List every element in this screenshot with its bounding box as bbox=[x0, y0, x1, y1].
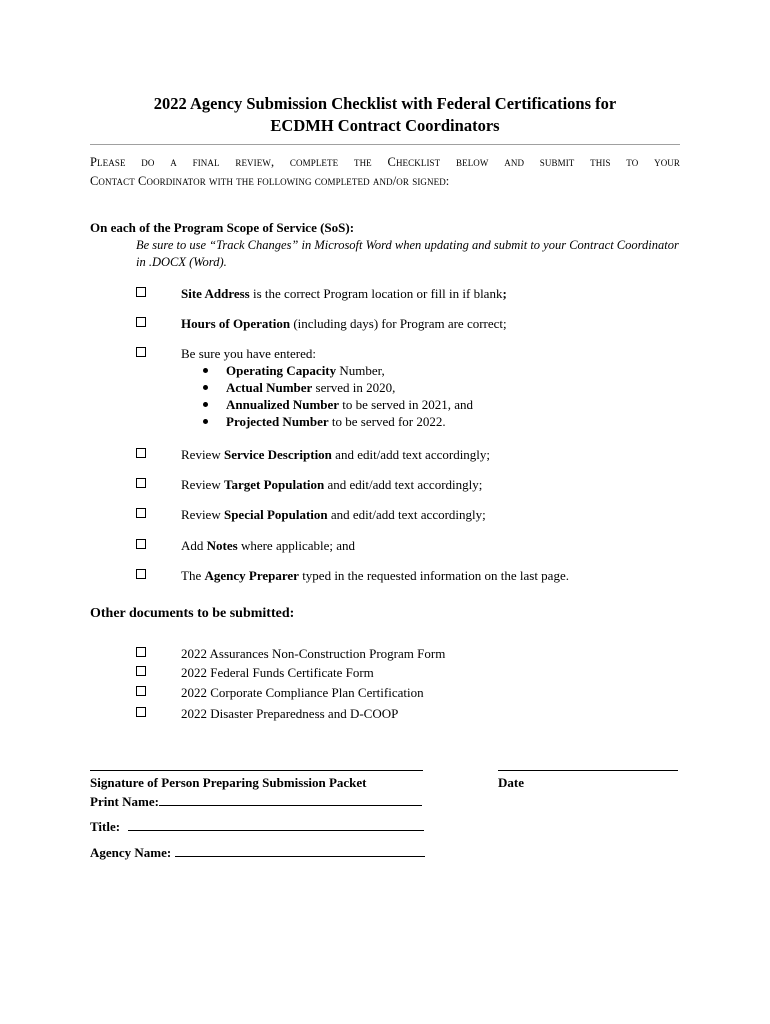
title-row bbox=[90, 819, 424, 835]
checklist-item-text: Add Notes where applicable; and bbox=[181, 538, 355, 553]
checkbox[interactable] bbox=[136, 508, 146, 518]
checklist-item-text: Be sure you have entered: bbox=[181, 346, 317, 361]
agency-name-label: Agency Name: bbox=[90, 845, 172, 860]
checklist-item-text: Hours of Operation (including days) for Program are correct; bbox=[181, 316, 507, 331]
checkbox[interactable] bbox=[136, 448, 146, 458]
bullet-item: Operating Capacity Number, bbox=[200, 362, 473, 379]
checkbox[interactable] bbox=[136, 707, 146, 717]
print-name-field[interactable] bbox=[159, 805, 422, 806]
checkbox[interactable] bbox=[136, 317, 146, 327]
other-documents-heading: Other documents to be submitted: bbox=[90, 606, 295, 621]
checkbox[interactable] bbox=[136, 478, 146, 488]
title-field[interactable] bbox=[128, 830, 424, 831]
sos-note: Be sure to use “Track Changes” in Microsoft Word when updating and submit to your Contract Coordinator in .DOCX (Word). bbox=[136, 238, 679, 269]
checklist-item-text: Review Service Description and edit/add text accordingly; bbox=[181, 447, 491, 462]
bullet-icon bbox=[203, 385, 208, 390]
checkbox[interactable] bbox=[136, 686, 146, 696]
checkbox[interactable] bbox=[136, 539, 146, 549]
checkbox[interactable] bbox=[136, 647, 146, 657]
agency-name-field[interactable] bbox=[175, 856, 425, 857]
signature-line[interactable] bbox=[90, 770, 423, 771]
bullet-item: Actual Number served in 2020, bbox=[200, 379, 473, 396]
document-item-text: 2022 Assurances Non-Construction Program Form bbox=[181, 646, 446, 661]
checklist-item-text: Review Target Population and edit/add text accordingly; bbox=[181, 477, 483, 492]
checklist-item-text: Site Address is the correct Program location or fill in if blank; bbox=[181, 286, 507, 301]
checklist-item-text: Review Special Population and edit/add text accordingly; bbox=[181, 507, 486, 522]
date-label: Date bbox=[498, 775, 524, 790]
bullet-item: Projected Number to be served for 2022. bbox=[200, 413, 473, 430]
title-label: Title: bbox=[90, 819, 121, 834]
bullet-icon bbox=[203, 419, 208, 424]
checkbox[interactable] bbox=[136, 666, 146, 676]
entered-bullet-list bbox=[200, 362, 473, 430]
date-line[interactable] bbox=[498, 770, 678, 771]
document-item-text: 2022 Disaster Preparedness and D-COOP bbox=[181, 706, 399, 721]
document-title bbox=[90, 93, 680, 137]
agency-name-row bbox=[90, 845, 425, 861]
document-item-text: 2022 Corporate Compliance Plan Certification bbox=[181, 685, 424, 700]
title-divider bbox=[90, 144, 680, 145]
bullet-item: Annualized Number to be served in 2021, and bbox=[200, 396, 473, 413]
checkbox[interactable] bbox=[136, 347, 146, 357]
intro-line-1: Please do a final review, complete the Checklist below and submit this to your bbox=[90, 155, 680, 169]
intro-paragraph bbox=[90, 153, 680, 191]
checkbox[interactable] bbox=[136, 569, 146, 579]
checklist-item-text: The Agency Preparer typed in the requested information on the last page. bbox=[181, 568, 569, 583]
bullet-icon bbox=[203, 402, 208, 407]
sos-heading: On each of the Program Scope of Service (SoS): bbox=[90, 220, 355, 235]
title-line-2: ECDMH Contract Coordinators bbox=[270, 116, 500, 135]
print-name-label: Print Name: bbox=[90, 794, 159, 809]
intro-line-2: Contact Coordinator with the following completed and/or signed: bbox=[90, 174, 450, 188]
bullet-icon bbox=[203, 368, 208, 373]
document-item-text: 2022 Federal Funds Certificate Form bbox=[181, 665, 374, 680]
checkbox[interactable] bbox=[136, 287, 146, 297]
title-line-1: 2022 Agency Submission Checklist with Federal Certifications for bbox=[153, 94, 617, 113]
print-name-row bbox=[90, 794, 422, 810]
signature-label: Signature of Person Preparing Submission Packet bbox=[90, 775, 367, 790]
